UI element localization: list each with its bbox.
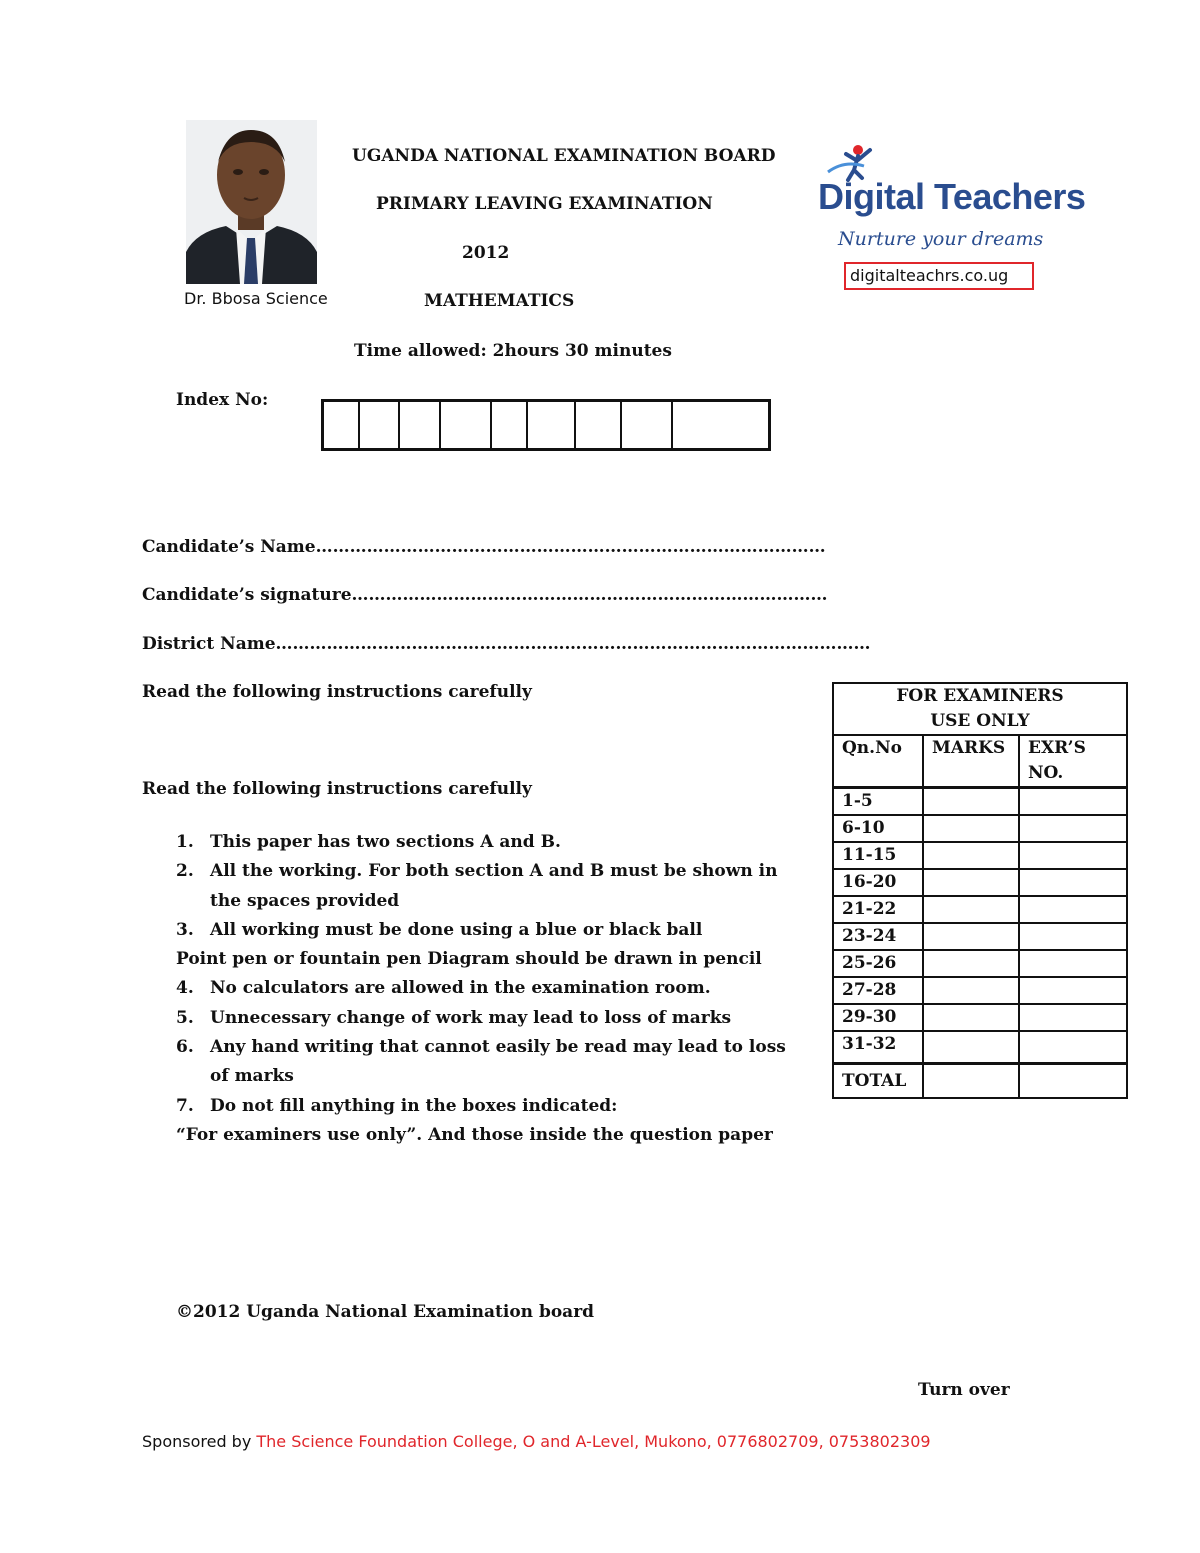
index-box[interactable]	[492, 402, 528, 448]
exr-cell[interactable]	[1019, 869, 1127, 896]
exr-cell[interactable]	[1019, 923, 1127, 950]
col-exr-header: EXR’S NO.	[1019, 735, 1127, 788]
instruction-item: 2. All the working. For both section A and B must be shown in	[176, 861, 778, 882]
logo-tagline: Nurture your dreams	[838, 228, 1044, 250]
exr-cell[interactable]	[1019, 1004, 1127, 1031]
index-box[interactable]	[441, 402, 492, 448]
marks-cell[interactable]	[923, 869, 1019, 896]
candidate-signature-field[interactable]: Candidate’s signature…………………………………………………………………………	[142, 585, 828, 605]
exr-cell[interactable]	[1019, 815, 1127, 842]
instruction-item: 6. Any hand writing that cannot easily be read may lead to loss	[176, 1037, 786, 1058]
total-row: TOTAL	[833, 1064, 1127, 1099]
table-row: 16-20	[833, 869, 1127, 896]
exr-cell[interactable]	[1019, 896, 1127, 923]
candidate-name-field[interactable]: Candidate’s Name………………………………………………………………………………	[142, 537, 826, 557]
exam-year: 2012	[462, 243, 510, 263]
col-marks-header: MARKS	[923, 735, 1019, 788]
district-name-field[interactable]: District Name……………………………………………………………………………………………	[142, 634, 871, 654]
website-box: digitalteachrs.co.ug	[844, 262, 1034, 290]
instruction-item: 5. Unnecessary change of work may lead to loss of marks	[176, 1007, 732, 1028]
table-row: 29-30	[833, 1004, 1127, 1031]
instruction-item: “For examiners use only”. And those inside the question paper	[176, 1124, 773, 1145]
col-qn-header: Qn.No	[833, 735, 923, 788]
instruction-item: 1. This paper has two sections A and B.	[176, 832, 561, 852]
exr-cell[interactable]	[1019, 977, 1127, 1004]
instruction-item: Point pen or fountain pen Diagram should be drawn in pencil	[176, 949, 762, 970]
index-box[interactable]	[576, 402, 622, 448]
total-exr-cell[interactable]	[1019, 1064, 1127, 1099]
instruction-item: 7. Do not fill anything in the boxes indicated:	[176, 1095, 618, 1116]
table-row: 25-26	[833, 950, 1127, 977]
exr-cell[interactable]	[1019, 842, 1127, 869]
marks-cell[interactable]	[923, 923, 1019, 950]
examiners-table	[832, 682, 1128, 1099]
exr-cell[interactable]	[1019, 950, 1127, 977]
index-box[interactable]	[360, 402, 400, 448]
table-row: 23-24	[833, 923, 1127, 950]
marks-cell[interactable]	[923, 896, 1019, 923]
marks-cell[interactable]	[923, 1031, 1019, 1064]
portrait-photo	[186, 120, 317, 284]
sponsor-prefix: Sponsored by	[142, 1432, 257, 1451]
sponsor-text: The Science Foundation College, O and A-Level, Mukono, 0776802709, 0753802309	[256, 1432, 931, 1451]
index-box[interactable]	[622, 402, 673, 448]
table-row: 11-15	[833, 842, 1127, 869]
digital-teachers-logo	[818, 142, 1086, 262]
index-box[interactable]	[673, 402, 768, 448]
instructions-list	[176, 828, 786, 1150]
table-row: 27-28	[833, 977, 1127, 1004]
table-row: 1-5	[833, 788, 1127, 816]
table-row: 31-32	[833, 1031, 1127, 1064]
instructions-heading: Read the following instructions carefully	[142, 682, 532, 702]
marks-cell[interactable]	[923, 788, 1019, 816]
marks-cell[interactable]	[923, 950, 1019, 977]
index-label: Index No:	[176, 390, 269, 410]
board-title: UGANDA NATIONAL EXAMINATION BOARD	[352, 146, 776, 166]
instruction-item: the spaces provided	[210, 890, 400, 911]
subject-title: MATHEMATICS	[424, 291, 575, 311]
marks-cell[interactable]	[923, 1004, 1019, 1031]
table-row: 6-10	[833, 815, 1127, 842]
exam-title: PRIMARY LEAVING EXAMINATION	[376, 194, 713, 214]
table-row: 21-22	[833, 896, 1127, 923]
marks-cell[interactable]	[923, 815, 1019, 842]
total-marks-cell[interactable]	[923, 1064, 1019, 1099]
photo-caption: Dr. Bbosa Science	[184, 289, 328, 308]
turn-over-note: Turn over	[918, 1380, 1010, 1400]
marks-cell[interactable]	[923, 842, 1019, 869]
instruction-item: 3. All working must be done using a blue or black ball	[176, 919, 703, 940]
index-box[interactable]	[528, 402, 576, 448]
index-box[interactable]	[324, 402, 360, 448]
exr-cell[interactable]	[1019, 788, 1127, 816]
instructions-heading: Read the following instructions carefully	[142, 779, 532, 799]
sponsor-line	[142, 1432, 931, 1451]
marks-cell[interactable]	[923, 977, 1019, 1004]
instruction-item: 4. No calculators are allowed in the examination room.	[176, 978, 711, 999]
table-title: FOR EXAMINERS USE ONLY	[833, 683, 1127, 735]
instruction-item: of marks	[210, 1066, 294, 1087]
index-box[interactable]	[400, 402, 441, 448]
logo-title: Digital Teachers	[818, 176, 1086, 217]
index-number-boxes[interactable]	[321, 399, 771, 451]
exr-cell[interactable]	[1019, 1031, 1127, 1064]
time-allowed: Time allowed: 2hours 30 minutes	[354, 341, 672, 361]
person-portrait-icon	[186, 120, 317, 284]
copyright-notice: ©2012 Uganda National Examination board	[176, 1302, 595, 1322]
